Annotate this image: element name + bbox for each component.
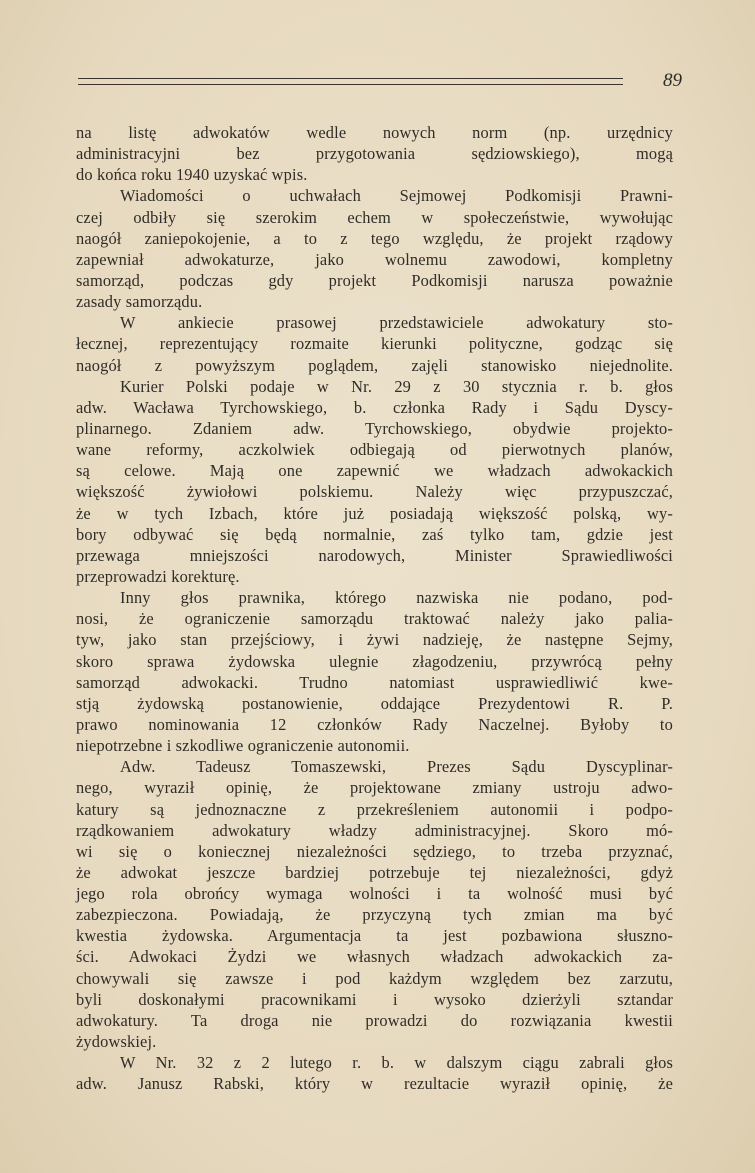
- text-line: nosi, że ograniczenie samorządu traktować należy jako palia-: [76, 609, 673, 629]
- header-rule-bottom: [78, 84, 623, 85]
- text-line: wi się o koniecznej niezależności sędziego, to trzeba przyznać,: [76, 841, 673, 861]
- text-line: zabezpieczona. Powiadają, że przyczyną tych zmian ma być: [76, 905, 673, 925]
- text-line: zasady samorządu.: [76, 292, 203, 312]
- text-line: niepotrzebne i szkodliwe ograniczenie autonomii.: [76, 736, 410, 756]
- text-line: plinarnego. Zdaniem adw. Tyrchowskiego, obydwie projekto-: [76, 418, 673, 438]
- text-line: wane reformy, aczkolwiek odbiegają od pierwotnych planów,: [76, 440, 673, 460]
- text-line: katury są jednoznaczne z przekreśleniem autonomii i podpo-: [76, 799, 673, 819]
- text-line: kwestia żydowska. Argumentacja ta jest pozbawiona słuszno-: [76, 926, 673, 946]
- text-line: czej odbiły się szerokim echem w społeczeństwie, wywołując: [76, 207, 673, 227]
- text-line: administracyjni bez przygotowania sędziowskiego), mogą: [76, 144, 673, 164]
- text-line: W Nr. 32 z 2 lutego r. b. w dalszym ciągu zabrali głos: [120, 1053, 673, 1073]
- text-line: byli doskonałymi pracownikami i wysoko dzierżyli sztandar: [76, 989, 673, 1009]
- text-line: Adw. Tadeusz Tomaszewski, Prezes Sądu Dyscyplinar-: [120, 757, 673, 777]
- text-line: bory odbywać się będą normalnie, zaś tylko tam, gdzie jest: [76, 524, 673, 544]
- page-header: [78, 70, 682, 94]
- text-line: Inny głos prawnika, którego nazwiska nie podano, pod-: [120, 588, 673, 608]
- text-line: tyw, jako stan przejściowy, i żywi nadzieję, że następne Sejmy,: [76, 630, 673, 650]
- text-line: W ankiecie prasowej przedstawiciele adwokatury sto-: [120, 313, 673, 333]
- text-line: żydowskiej.: [76, 1032, 157, 1052]
- text-line: rządkowaniem adwokatury władzy administracyjnej. Skoro mó-: [76, 820, 673, 840]
- text-line: przeprowadzi korekturę.: [76, 566, 240, 586]
- text-line: jego rola obrońcy wymaga wolności i ta wolność musi być: [76, 884, 673, 904]
- text-line: na listę adwokatów wedle nowych norm (np. urzędnicy: [76, 123, 673, 142]
- text-line: skoro sprawa żydowska ulegnie złagodzeniu, przywrócą pełny: [76, 651, 673, 671]
- text-line: Wiadomości o uchwałach Sejmowej Podkomisji Prawni-: [120, 186, 673, 206]
- text-line: prawo nominowania 12 członków Rady Naczelnej. Byłoby to: [76, 714, 673, 734]
- text-line: większość żywiołowi polskiemu. Należy więc przypuszczać,: [76, 482, 673, 502]
- header-rule-top: [78, 78, 623, 79]
- text-line: adwokatury. Ta droga nie prowadzi do rozwiązania kwestii: [76, 1010, 673, 1030]
- text-line: są celowe. Mają one zapewnić we władzach adwokackich: [76, 461, 673, 481]
- text-line: chowywali się zawsze i pod każdym względem bez zarzutu,: [76, 968, 673, 988]
- text-line: samorząd, podczas gdy projekt Podkomisji narusza poważnie: [76, 270, 673, 290]
- text-line: do końca roku 1940 uzyskać wpis.: [76, 165, 308, 185]
- text-line: stją żydowską postanowienie, oddające Prezydentowi R. P.: [76, 693, 673, 713]
- text-line: adw. Janusz Rabski, który w rezultacie wyraził opinię, że: [76, 1074, 673, 1094]
- text-line: naogół zaniepokojenie, a to z tego względu, że projekt rządowy: [76, 228, 673, 248]
- text-line: że adwokat jeszcze bardziej potrzebuje tej niezależności, gdyż: [76, 862, 673, 882]
- text-line: zapewniał adwokaturze, jako wolnemu zawodowi, kompletny: [76, 249, 673, 269]
- text-line: ści. Adwokaci Żydzi we własnych władzach adwokackich za-: [76, 947, 673, 967]
- text-line: nego, wyraził opinię, że projektowane zmiany ustroju adwo-: [76, 778, 673, 798]
- body-text: [76, 122, 673, 1094]
- text-line: samorząd adwokacki. Trudno natomiast usprawiedliwić kwe-: [76, 672, 673, 692]
- text-line: naogół z powyższym poglądem, zajęli stanowisko niejednolite.: [76, 355, 673, 375]
- text-line: że w tych Izbach, które już posiadają większość polską, wy-: [76, 503, 673, 523]
- text-line: łecznej, reprezentujący rozmaite kierunki polityczne, godząc się: [76, 334, 673, 354]
- text-line: Kurier Polski podaje w Nr. 29 z 30 stycznia r. b. głos: [120, 376, 673, 396]
- text-line: adw. Wacława Tyrchowskiego, b. członka Rady i Sądu Dyscy-: [76, 397, 673, 417]
- page-number: 89: [663, 70, 682, 91]
- text-line: przewaga mniejszości narodowych, Minister Sprawiedliwości: [76, 545, 673, 565]
